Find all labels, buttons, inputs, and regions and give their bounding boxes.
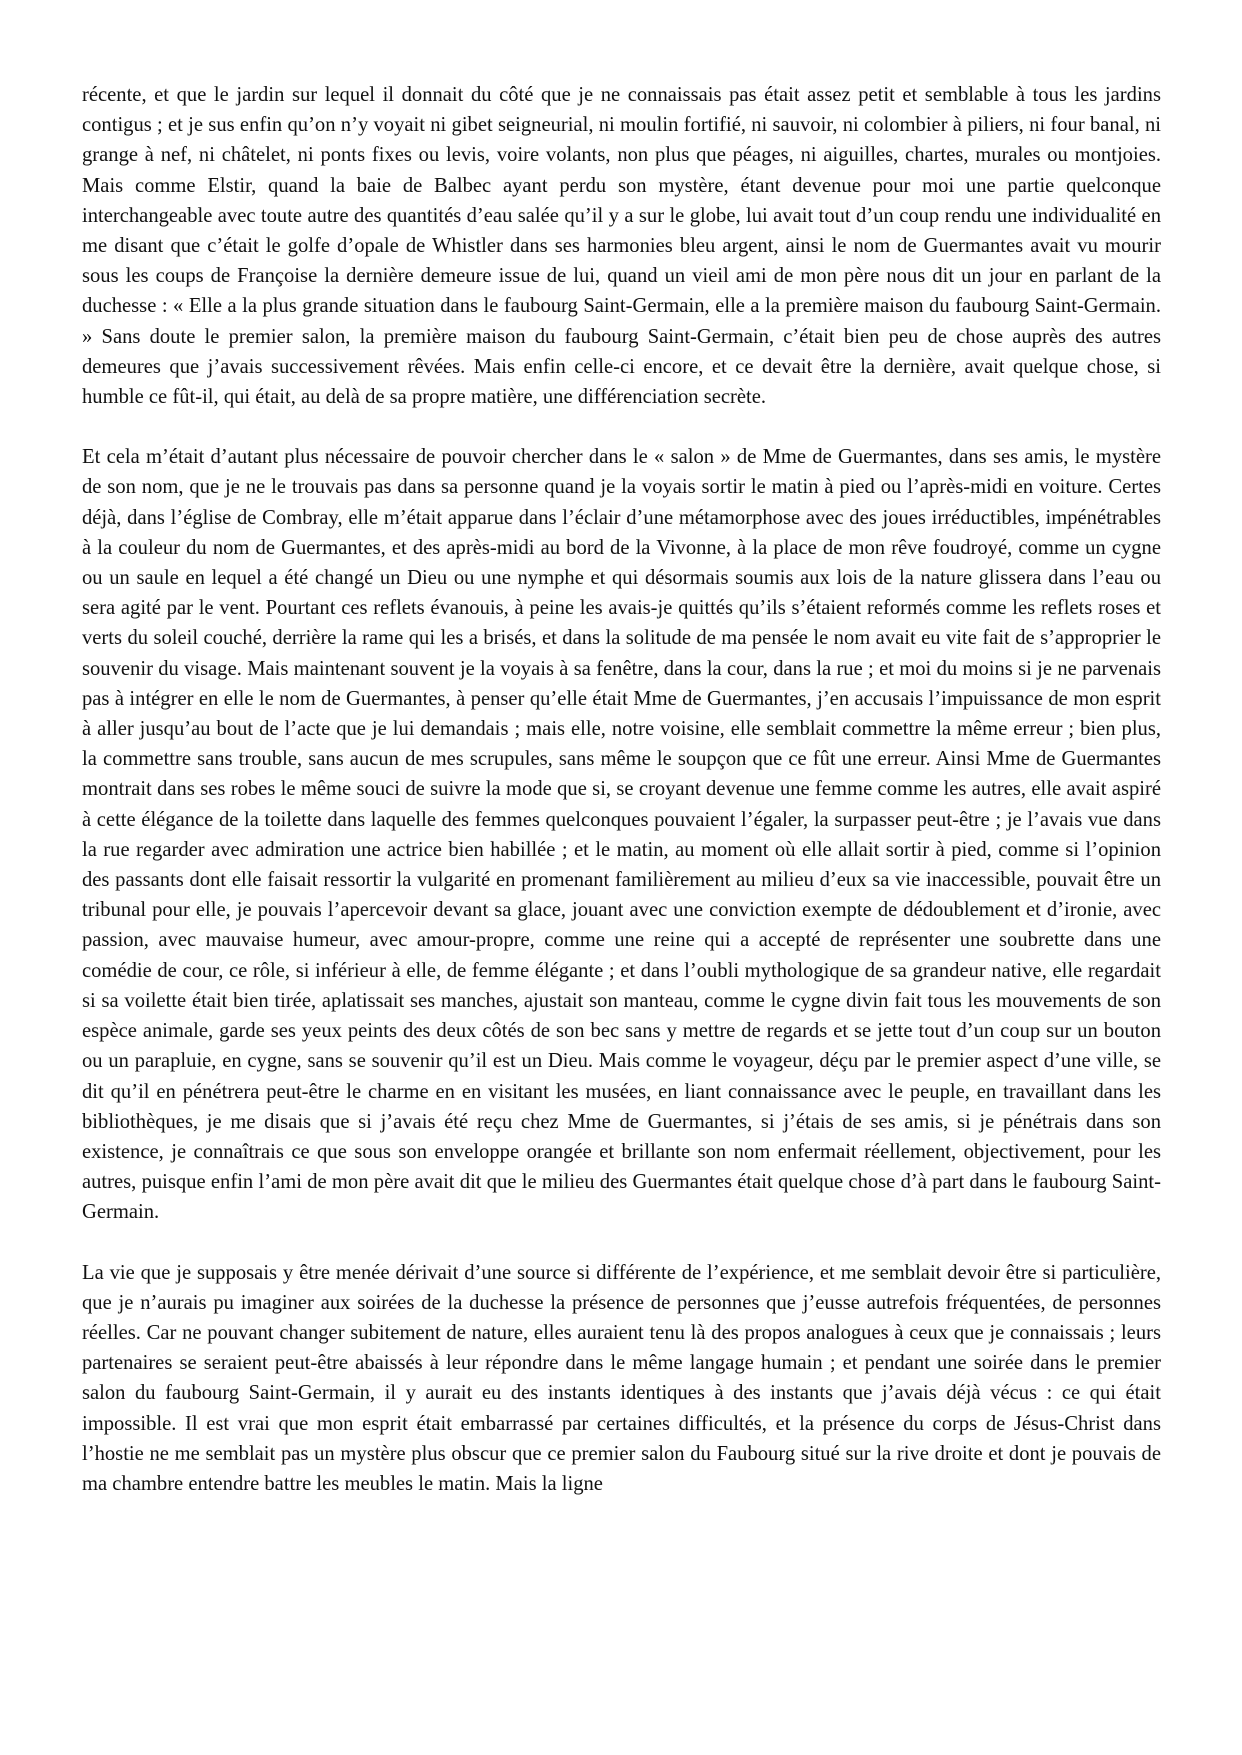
document-page xyxy=(82,80,1161,1499)
paragraph-3: La vie que je supposais y être menée dérivait d’une source si différente de l’expérience, et me semblait devoir être si particulière, que je n’aurais pu imaginer aux soirées de la duchesse la présence de personnes que j’eusse autrefois fréquentées, de personnes réelles. Car ne pouvant changer subitement de nature, elles auraient tenu là des propos analogues à ceux que je connaissais ; leurs partenaires se seraient peut-être abaissés à leur répondre dans le même langage humain ; et pendant une soirée dans le premier salon du faubourg Saint-Germain, il y aurait eu des instants identiques à des instants que j’avais déjà vécus : ce qui était impossible. Il est vrai que mon esprit était embarrassé par certaines difficultés, et la présence du corps de Jésus-Christ dans l’hostie ne me semblait pas un mystère plus obscur que ce premier salon du Faubourg situé sur la rive droite et dont je pouvais de ma chambre entendre battre les meubles le matin. Mais la ligne xyxy=(82,1261,1161,1495)
paragraph-1: récente, et que le jardin sur lequel il donnait du côté que je ne connaissais pas était assez petit et semblable à tous les jardins contigus ; et je sus enfin qu’on n’y voyait ni gibet seigneurial, ni moulin fortifié, ni sauvoir, ni colombier à piliers, ni four banal, ni grange à nef, ni châtelet, ni ponts fixes ou levis, voire volants, non plus que péages, ni aiguilles, chartes, murales ou montjoies. Mais comme Elstir, quand la baie de Balbec ayant perdu son mystère, étant devenue pour moi une partie quelconque interchangeable avec toute autre des quantités d’eau salée qu’il y a sur le globe, lui avait tout d’un coup rendu une individualité en me disant que c’était le golfe d’opale de Whistler dans ses harmonies bleu argent, ainsi le nom de Guermantes avait vu mourir sous les coups de Françoise la dernière demeure issue de lui, quand un vieil ami de mon père nous dit un jour en parlant de la duchesse : « Elle a la plus grande situation dans le faubourg Saint-Germain, elle a la première maison du faubourg Saint-Germain. » Sans doute le premier salon, la première maison du faubourg Saint-Germain, c’était bien peu de chose auprès des autres demeures que j’avais successivement rêvées. Mais enfin celle-ci encore, et ce devait être la dernière, avait quelque chose, si humble ce fût-il, qui était, au delà de sa propre matière, une différenciation secrète. xyxy=(82,84,1161,409)
paragraph-2: Et cela m’était d’autant plus nécessaire de pouvoir chercher dans le « salon » de Mme de Guermantes, dans ses amis, le mystère de son nom, que je ne le trouvais pas dans sa personne quand je la voyais sortir le matin à pied ou l’après-midi en voiture. Certes déjà, dans l’église de Combray, elle m’était apparue dans l’éclair d’une métamorphose avec des joues irréductibles, impénétrables à la couleur du nom de Guermantes, et des après-midi au bord de la Vivonne, à la place de mon rêve foudroyé, comme un cygne ou un saule en lequel a été changé un Dieu ou une nymphe et qui désormais soumis aux lois de la nature glissera dans l’eau ou sera agité par le vent. Pourtant ces reflets évanouis, à peine les avais-je quittés qu’ils s’étaient reformés comme les reflets roses et verts du soleil couché, derrière la rame qui les a brisés, et dans la solitude de ma pensée le nom avait eu vite fait de s’approprier le souvenir du visage. Mais maintenant souvent je la voyais à sa fenêtre, dans la cour, dans la rue ; et moi du moins si je ne parvenais pas à intégrer en elle le nom de Guermantes, à penser qu’elle était Mme de Guermantes, j’en accusais l’impuissance de mon esprit à aller jusqu’au bout de l’acte que je lui demandais ; mais elle, notre voisine, elle semblait commettre la même erreur ; bien plus, la commettre sans trouble, sans aucun de mes scrupules, sans même le soupçon que ce fût une erreur. Ainsi Mme de Guermantes montrait dans ses robes le même souci de suivre la mode que si, se croyant devenue une femme comme les autres, elle avait aspiré à cette élégance de la toilette dans laquelle des femmes quelconques pouvaient l’égaler, la surpasser peut-être ; je l’avais vue dans la rue regarder avec admiration une actrice bien habillée ; et le matin, au moment où elle allait sortir à pied, comme si l’opinion des passants dont elle faisait ressortir la vulgarité en promenant familièrement au milieu d’eux sa vie inaccessible, pouvait être un tribunal pour elle, je pouvais l’apercevoir devant sa glace, jouant avec une conviction exempte de dédoublement et d’ironie, avec passion, avec mauvaise humeur, avec amour-propre, comme une reine qui a accepté de représenter une soubrette dans une comédie de cour, ce rôle, si inférieur à elle, de femme élégante ; et dans l’oubli mythologique de sa grandeur native, elle regardait si sa voilette était bien tirée, aplatissait ses manches, ajustait son manteau, comme le cygne divin fait tous les mouvements de son espèce animale, garde ses yeux peints des deux côtés de son bec sans y mettre de regards et se jette tout d’un coup sur un bouton ou un parapluie, en cygne, sans se souvenir qu’il est un Dieu. Mais comme le voyageur, déçu par le premier aspect d’une ville, se dit qu’il en pénétrera peut-être le charme en en visitant les musées, en liant connaissance avec le peuple, en travaillant dans les bibliothèques, je me disais que si j’avais été reçu chez Mme de Guermantes, si j’étais de ses amis, si je pénétrais dans son existence, je connaîtrais ce que sous son enveloppe orangée et brillante son nom enfermait réellement, objectivement, pour les autres, puisque enfin l’ami de mon père avait dit que le milieu des Guermantes était quelque chose d’à part dans le faubourg Saint-Germain. xyxy=(82,446,1161,1224)
